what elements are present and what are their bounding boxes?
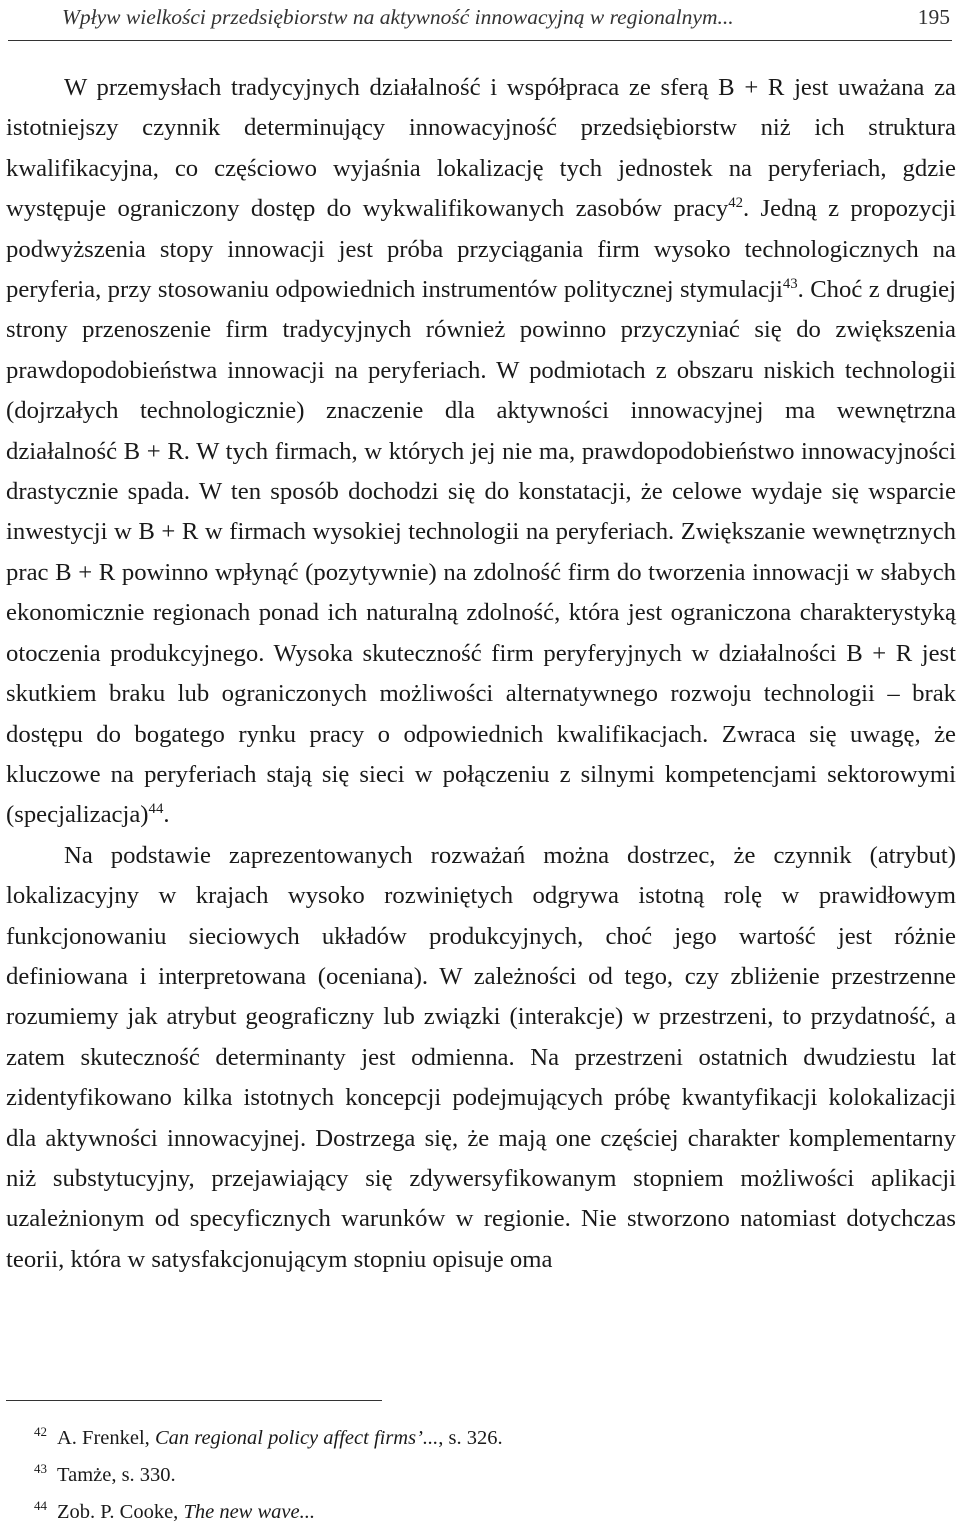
footnote-separator [6,1400,382,1401]
paragraph-1-text-a: W przemysłach tradycyjnych działalność i współpraca ze sferą B + R jest uważana za istotniejszy czynnik determinujący innowacyjność przedsiębiorstw niż ich struktura kwalifikacyjna, co częściowo wyjaśnia lokalizację tych jednostek na peryferiach, gdzie występuje ograniczony dostęp do wykwalifikowanych zasobów pracy [6,74,956,223]
footnote-number: 42 [34,1424,47,1439]
running-title: Wpływ wielkości przedsiębiorstw na aktywność innowacyjną w regionalnym... [62,5,734,29]
paragraph-1-text-c: . Choć z drugiej strony przenoszenie firm tradycyjnych również powinno przyczyniać się do zwiększenia prawdopodobieństwa innowacji na peryferiach. W podmiotach z obszaru niskich technologii (dojrzałych technologicznie) znaczenie dla aktywności innowacyjnej ma wewnętrzna działalność B + R. W tych firmach, w których jej nie ma, prawdopodobieństwo innowacyjności drastycznie spada. W ten sposób dochodzi się do konstatacji, że celowe wydaje się wsparcie inwestycji w B + R w firmach wysokiej technologii na peryferiach. Zwiększanie wewnętrznych prac B + R powinno wpłynąć (pozytywnie) na zdolność firm do tworzenia innowacji w słabych ekonomicznie regionach ponad ich naturalną zdolność, która jest ograniczona charakterystyką otoczenia produkcyjnego. Wysoka skuteczność firm peryferyjnych w działalności B + R jest skutkiem braku lub ograniczonych możliwości alternatywnego rozwoju technologii – brak dostępu do bogatego rynku pracy o odpowiednich kwalifikacjach. Zwraca się uwagę, że kluczowe na peryferiach stają się sieci w połączeniu z silnymi kompetencjami sektorowymi (specjalizacja) [6,276,957,829]
footnote-title: Can regional policy affect firms’... [154,1427,439,1449]
footnote-number: 44 [34,1498,47,1513]
footnote-42 [6,1420,906,1457]
footnote-title: The new wave... [183,1501,315,1523]
footnote-author: Zob. P. Cooke, [57,1501,184,1523]
footnote-author: A. Frenkel, [57,1427,155,1449]
paragraph-1-text-d: . [163,801,170,829]
footnote-ref-43: 43 [782,275,798,292]
footnote-page: , s. 326. [438,1427,503,1449]
footnote-43 [6,1457,906,1494]
footnote-44 [6,1494,906,1531]
paragraph-1-text-b: . Jedną z propozycji podwyższenia stopy innowacji jest próba przyciągania firm wysoko technologicznych na peryferia, przy stosowaniu odpowiednich instrumentów politycznej stymulacji [6,195,956,304]
paragraph-1 [6,68,956,836]
running-header [8,0,952,41]
footnote-text: Tamże, s. 330. [57,1464,176,1486]
footnote-number: 43 [34,1461,47,1476]
footnote-ref-44: 44 [148,801,164,818]
footnote-text [57,1494,315,1531]
footnote-ref-42: 42 [728,195,743,212]
main-text [6,68,956,1280]
footnotes [6,1420,906,1531]
page-number: 195 [917,5,950,29]
footnote-text [57,1420,503,1457]
paragraph-2: Na podstawie zaprezentowanych rozważań można dostrzec, że czynnik (atrybut) lokalizacyjny w krajach wysoko rozwiniętych odgrywa istotną rolę w prawidłowym funkcjonowaniu sieciowych układów produkcyjnych, choć jego wartość jest różnie definiowana i interpretowana (oceniana). W zależności od tego, czy zbliżenie przestrzenne rozumiemy jak atrybut geograficzny lub związki (interakcje) w przestrzeni, to przydatność, a zatem skuteczność determinanty jest odmienna. Na przestrzeni ostatnich dwudziestu lat zidentyfikowano kilka istotnych koncepcji podejmujących próbę kwantyfikacji kolokalizacji dla aktywności innowacyjnej. Dostrzega się, że mają one częściej charakter komplementarny niż substytucyjny, przejawiający się zdywersyfikowanym stopniem możliwości aplikacji uzależnionym od specyficznych warunków w regionie. Nie stworzono natomiast dotychczas teorii, która w satysfakcjonującym stopniu opisuje oma [6,841,956,1273]
